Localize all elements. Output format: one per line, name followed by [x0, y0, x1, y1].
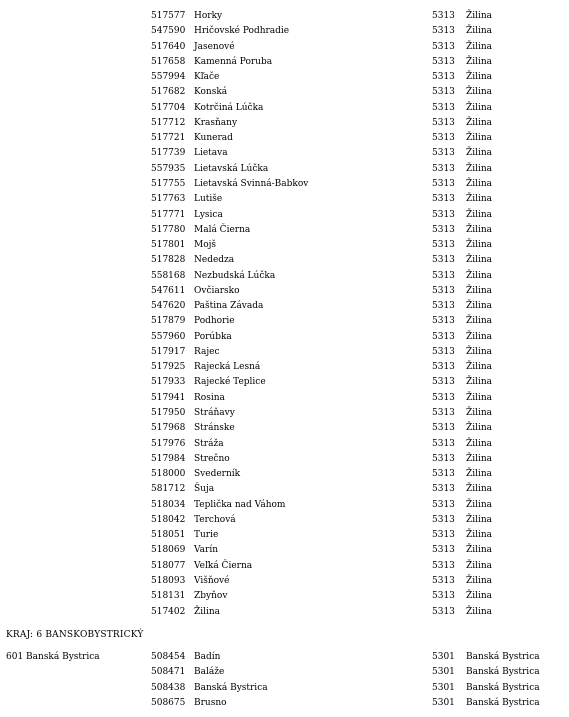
- table-row: [0, 681, 569, 696]
- table-row: [0, 177, 569, 192]
- municipality-name: Baláže: [194, 667, 225, 678]
- district-code: 5313: [432, 224, 455, 235]
- district-code: 5313: [432, 331, 455, 342]
- municipality-name: Lietavská Svinná-Babkov: [194, 178, 309, 189]
- table-row: [0, 299, 569, 314]
- district-town: Žilina: [466, 514, 493, 525]
- district-code: 5313: [432, 285, 455, 296]
- municipality-name: Brusno: [194, 697, 227, 708]
- district-code: 5313: [432, 514, 455, 525]
- table-row: [0, 360, 569, 375]
- table-row: [0, 9, 569, 24]
- district-town: Žilina: [466, 56, 493, 67]
- municipality-name: Šuja: [194, 484, 215, 495]
- table-row: [0, 559, 569, 574]
- municipality-name: Kunerad: [194, 133, 233, 144]
- district-town: Žilina: [466, 606, 493, 617]
- municipality-name: Stránske: [194, 423, 235, 434]
- district-town: Žilina: [466, 362, 493, 373]
- municipality-name: Podhorie: [194, 316, 235, 327]
- district-code: 5313: [432, 392, 455, 403]
- municipality-code: 517828: [151, 255, 186, 266]
- municipality-code: 517721: [151, 133, 186, 144]
- table-row: [0, 146, 569, 161]
- district-town: Žilina: [466, 423, 493, 434]
- municipality-code: 517968: [151, 423, 186, 434]
- district-code: 5313: [432, 408, 455, 419]
- district-town: Žilina: [466, 346, 493, 357]
- municipality-code: 517402: [151, 606, 186, 617]
- municipality-name: Kamenná Poruba: [194, 56, 273, 67]
- district-code: 5313: [432, 530, 455, 541]
- municipality-name: Malá Čierna: [194, 224, 251, 235]
- municipality-name: Žilina: [194, 606, 221, 617]
- municipality-code: 581712: [151, 484, 186, 495]
- municipality-code: 517801: [151, 240, 186, 251]
- municipality-code: 508675: [151, 697, 186, 708]
- okres-label: 601 Banská Bystrica: [6, 652, 100, 662]
- municipality-code: 518131: [151, 591, 186, 602]
- district-code: 5313: [432, 453, 455, 464]
- district-code: 5313: [432, 301, 455, 312]
- district-code: 5313: [432, 377, 455, 388]
- table-row: [0, 574, 569, 589]
- district-code: 5313: [432, 11, 455, 21]
- municipality-code: 517739: [151, 148, 186, 159]
- municipality-code: 508438: [151, 682, 186, 693]
- district-town: Žilina: [466, 133, 493, 144]
- table-row: [0, 85, 569, 100]
- table-row: [0, 70, 569, 85]
- district-town: Žilina: [466, 11, 493, 21]
- district-code: 5313: [432, 240, 455, 251]
- district-code: 5301: [432, 697, 455, 708]
- municipality-code: 517976: [151, 438, 186, 449]
- district-town: Žilina: [466, 285, 493, 296]
- municipality-code: 558168: [151, 270, 186, 281]
- district-code: 5313: [432, 346, 455, 357]
- municipality-code: 557935: [151, 163, 186, 174]
- table-row: [0, 238, 569, 253]
- municipality-code: 517640: [151, 41, 186, 52]
- municipality-name: Višňové: [194, 575, 230, 586]
- municipality-code: 517712: [151, 117, 186, 128]
- district-town: Žilina: [466, 209, 493, 220]
- district-town: Banská Bystrica: [466, 697, 540, 708]
- district-town: Žilina: [466, 545, 493, 556]
- district-town: Žilina: [466, 148, 493, 159]
- municipality-code: 517950: [151, 408, 186, 419]
- district-town: Žilina: [466, 26, 493, 37]
- district-code: 5313: [432, 362, 455, 373]
- table-row: [0, 528, 569, 543]
- table-row: [0, 467, 569, 482]
- municipality-code: 517771: [151, 209, 186, 220]
- municipality-name: Lietavská Lúčka: [194, 163, 269, 174]
- table-row: [0, 208, 569, 223]
- municipality-name: Rajecká Lesná: [194, 362, 261, 373]
- municipality-code: 557994: [151, 72, 186, 83]
- municipality-name: Nezbudská Lúčka: [194, 270, 276, 281]
- municipality-name: Varín: [194, 545, 219, 556]
- table-row: [0, 131, 569, 146]
- district-town: Žilina: [466, 392, 493, 403]
- municipality-code: 547590: [151, 26, 186, 37]
- table-row: [0, 696, 569, 711]
- table-row: [0, 406, 569, 421]
- district-town: Žilina: [466, 178, 493, 189]
- district-town: Žilina: [466, 499, 493, 510]
- district-town: Žilina: [466, 41, 493, 52]
- municipality-name: Svederník: [194, 469, 241, 480]
- district-code: 5313: [432, 56, 455, 67]
- municipality-code: 518051: [151, 530, 186, 541]
- table-row: [0, 162, 569, 177]
- municipality-code: 508471: [151, 667, 186, 678]
- municipality-code: 517682: [151, 87, 186, 98]
- table-row: [0, 314, 569, 329]
- district-town: Žilina: [466, 87, 493, 98]
- municipality-name: Porúbka: [194, 331, 232, 342]
- municipality-name: Konská: [194, 87, 228, 98]
- district-town: Žilina: [466, 591, 493, 602]
- table-row: [0, 665, 569, 680]
- municipality-name: Rosina: [194, 392, 225, 403]
- municipality-name: Banská Bystrica: [194, 682, 268, 693]
- municipality-code: 517755: [151, 178, 186, 189]
- municipality-code: 517577: [151, 11, 186, 21]
- district-code: 5313: [432, 575, 455, 586]
- municipality-name: Zbyňov: [194, 591, 228, 602]
- district-town: Žilina: [466, 72, 493, 83]
- district-code: 5313: [432, 255, 455, 266]
- district-code: 5313: [432, 591, 455, 602]
- municipality-code: 517933: [151, 377, 186, 388]
- table-row: [0, 24, 569, 39]
- district-code: 5313: [432, 102, 455, 113]
- municipality-code: 518069: [151, 545, 186, 556]
- district-town: Žilina: [466, 438, 493, 449]
- district-town: Žilina: [466, 484, 493, 495]
- district-code: 5313: [432, 270, 455, 281]
- municipality-name: Lutiše: [194, 194, 223, 205]
- municipality-code: 518034: [151, 499, 186, 510]
- district-code: 5313: [432, 163, 455, 174]
- district-town: Žilina: [466, 469, 493, 480]
- district-code: 5313: [432, 148, 455, 159]
- table-row: [0, 605, 569, 620]
- table-row: [0, 589, 569, 604]
- table-row: [0, 192, 569, 207]
- district-code: 5301: [432, 667, 455, 678]
- municipality-code: 517763: [151, 194, 186, 205]
- table-row: [0, 482, 569, 497]
- municipality-name: Lysica: [194, 209, 223, 220]
- municipality-name: Lietava: [194, 148, 228, 159]
- municipality-name: Rajec: [194, 346, 220, 357]
- municipality-name: Paština Závada: [194, 301, 264, 312]
- district-code: 5313: [432, 484, 455, 495]
- municipality-code: 557960: [151, 331, 186, 342]
- district-code: 5301: [432, 682, 455, 693]
- municipality-code: 508454: [151, 652, 186, 662]
- table-row: [0, 40, 569, 55]
- district-town: Žilina: [466, 575, 493, 586]
- district-town: Žilina: [466, 224, 493, 235]
- district-code: 5313: [432, 209, 455, 220]
- table-row: [0, 391, 569, 406]
- table-row: [0, 543, 569, 558]
- district-town: Banská Bystrica: [466, 682, 540, 693]
- municipality-name: Ovčiarsko: [194, 285, 240, 296]
- district-code: 5313: [432, 72, 455, 83]
- district-code: 5313: [432, 178, 455, 189]
- municipality-name: Mojš: [194, 240, 217, 251]
- table-row: [0, 284, 569, 299]
- municipality-name: Badín: [194, 652, 221, 662]
- district-code: 5313: [432, 469, 455, 480]
- municipality-name: Krasňany: [194, 117, 238, 128]
- district-town: Banská Bystrica: [466, 652, 540, 662]
- municipality-name: Kotrčiná Lúčka: [194, 102, 264, 113]
- municipality-code: 517917: [151, 346, 186, 357]
- district-code: 5313: [432, 606, 455, 617]
- table-row: [0, 375, 569, 390]
- municipality-name: Stráža: [194, 438, 224, 449]
- district-town: Žilina: [466, 270, 493, 281]
- district-town: Žilina: [466, 194, 493, 205]
- district-code: 5313: [432, 194, 455, 205]
- municipality-name: Veľká Čierna: [194, 560, 253, 571]
- district-code: 5313: [432, 87, 455, 98]
- district-town: Banská Bystrica: [466, 667, 540, 678]
- district-code: 5313: [432, 41, 455, 52]
- district-code: 5313: [432, 117, 455, 128]
- district-town: Žilina: [466, 163, 493, 174]
- table-row: [0, 253, 569, 268]
- district-code: 5313: [432, 438, 455, 449]
- table-row: [0, 223, 569, 238]
- municipality-code: 518042: [151, 514, 186, 525]
- municipality-code: 517780: [151, 224, 186, 235]
- table-row: [0, 421, 569, 436]
- district-code: 5313: [432, 499, 455, 510]
- district-town: Žilina: [466, 530, 493, 541]
- district-code: 5313: [432, 423, 455, 434]
- district-code: 5313: [432, 545, 455, 556]
- municipality-code: 517984: [151, 453, 186, 464]
- municipality-code: 547620: [151, 301, 186, 312]
- municipality-code: 517941: [151, 392, 186, 403]
- district-code: 5313: [432, 316, 455, 327]
- municipality-code: 518077: [151, 560, 186, 571]
- table-row: [0, 55, 569, 70]
- municipality-name: Strečno: [194, 453, 230, 464]
- table-row: [0, 437, 569, 452]
- table-row: [0, 513, 569, 528]
- municipality-code: 547611: [151, 285, 186, 296]
- table-row: [0, 452, 569, 467]
- municipality-code: 517658: [151, 56, 186, 67]
- district-town: Žilina: [466, 560, 493, 571]
- municipality-name: Stráňavy: [194, 408, 235, 419]
- district-town: Žilina: [466, 240, 493, 251]
- table-row: [0, 101, 569, 116]
- municipality-name: Terchová: [194, 514, 236, 525]
- district-town: Žilina: [466, 316, 493, 327]
- table-row: [0, 498, 569, 513]
- municipality-code: 517925: [151, 362, 186, 373]
- municipality-code: 517879: [151, 316, 186, 327]
- municipality-code: 518000: [151, 469, 186, 480]
- municipality-code: 517704: [151, 102, 186, 113]
- district-town: Žilina: [466, 255, 493, 266]
- municipality-code: 518093: [151, 575, 186, 586]
- table-row: [0, 330, 569, 345]
- district-code: 5313: [432, 133, 455, 144]
- district-code: 5313: [432, 26, 455, 37]
- municipality-name: Turie: [194, 530, 219, 541]
- table-row: [0, 116, 569, 131]
- table-row: [0, 345, 569, 360]
- district-town: Žilina: [466, 408, 493, 419]
- district-town: Žilina: [466, 331, 493, 342]
- municipality-name: Rajecké Teplice: [194, 377, 266, 388]
- district-town: Žilina: [466, 117, 493, 128]
- municipality-name: Hričovské Podhradie: [194, 26, 290, 37]
- municipality-name: Horky: [194, 11, 223, 21]
- municipality-name: Kľače: [194, 72, 220, 83]
- municipality-name: Teplička nad Váhom: [194, 499, 286, 510]
- district-town: Žilina: [466, 102, 493, 113]
- district-town: Žilina: [466, 453, 493, 464]
- district-town: Žilina: [466, 301, 493, 312]
- district-code: 5301: [432, 652, 455, 662]
- municipality-name: Nededza: [194, 255, 235, 266]
- table-row: [0, 650, 569, 665]
- district-town: Žilina: [466, 377, 493, 388]
- table-row: [0, 269, 569, 284]
- municipality-name: Jasenové: [194, 41, 235, 52]
- region-heading: KRAJ: 6 BANSKOBYSTRICKÝ: [6, 630, 144, 640]
- district-code: 5313: [432, 560, 455, 571]
